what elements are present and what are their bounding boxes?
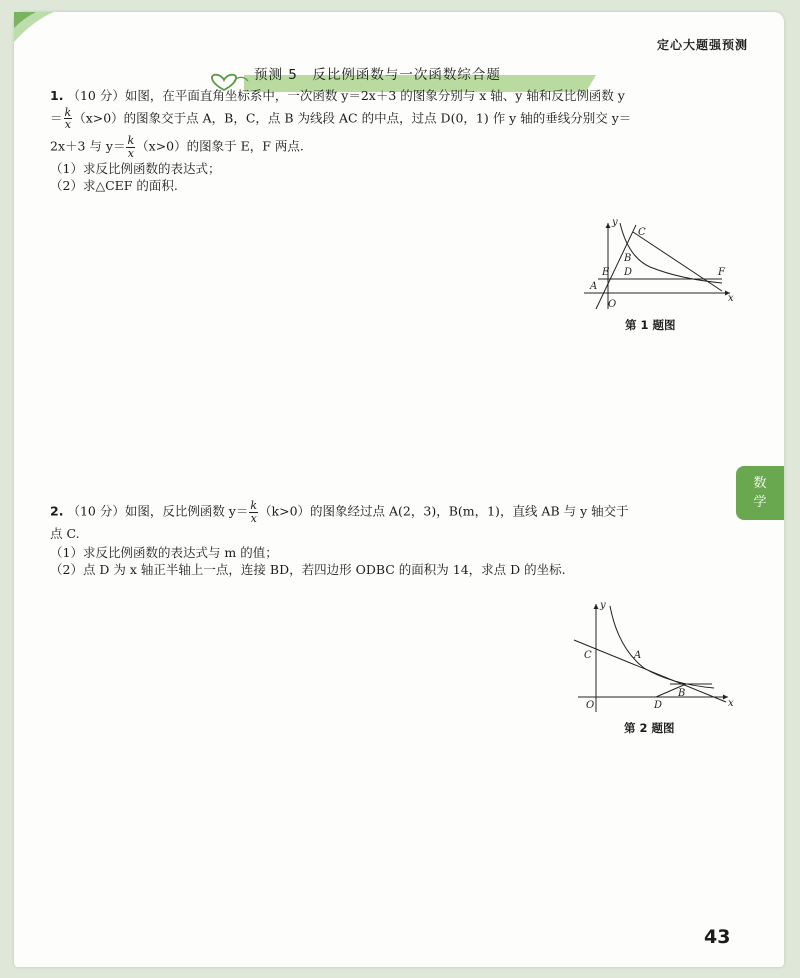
question-2-line1-pre: （10 分）如图，反比例函数 y＝ (67, 503, 249, 519)
fig1-label-B: B (624, 253, 632, 264)
subject-tab-char-1: 数 (753, 476, 767, 491)
fig1-label-F: F (718, 267, 725, 278)
series-title: 定心大题强预测 (656, 38, 748, 52)
fig1-label-x: x (728, 293, 734, 304)
fig2-label-C: C (584, 650, 592, 661)
question-1-line3: （x>0）的图象于 E，F 两点. (136, 138, 304, 154)
fig1-label-D: D (624, 267, 633, 278)
fig1-label-A: A (590, 281, 598, 292)
question-1-number: 1. (50, 88, 64, 103)
question-1-sub2: （2）求△CEF 的面积. (50, 177, 178, 193)
fig1-label-y: y (612, 217, 618, 228)
section-title: 预测 5 反比例函数与一次函数综合题 (254, 67, 501, 83)
subject-tab[interactable] (736, 466, 784, 520)
leaf-decoration-icon (14, 12, 74, 52)
fig2-label-A: A (634, 650, 642, 661)
fig1-label-E: E (602, 267, 610, 278)
textbook-page (14, 12, 784, 967)
fig2-label-D: D (654, 700, 663, 711)
question-1-line2: （x>0）的图象交于点 A，B，C，点 B 为线段 AC 的中点，过点 D(0，1) 作 y 轴的垂线分别交 y＝ (73, 110, 632, 126)
question-1-line1: （10 分）如图，在平面直角坐标系中，一次函数 y＝2x＋3 的图象分别与 x 轴、y 轴和反比例函数 y (67, 88, 625, 103)
question-1 (50, 88, 770, 195)
question-2-line1: （k>0）的图象经过点 A(2，3)，B(m，1)，直线 AB 与 y 轴交于 (259, 503, 629, 519)
fig2-label-x: x (728, 698, 734, 709)
question-2 (50, 500, 770, 579)
page-number: 43 (704, 926, 731, 948)
fig2-label-y: y (600, 600, 606, 611)
fraction-k-over-x: $\frac{k}{x}$ (127, 133, 135, 160)
figure-1-caption: 第 1 题图 (625, 318, 676, 332)
question-2-number: 2. (50, 503, 64, 519)
question-2-sub1: （1）求反比例函数的表达式与 m 的值； (50, 544, 278, 560)
fraction-k-over-x: $\frac{k}{x}$ (64, 105, 72, 132)
figure-2-caption: 第 2 题图 (624, 721, 675, 735)
fig1-label-O: O (608, 299, 617, 310)
question-2-line2: 点 C. (50, 526, 80, 542)
figure-2 (570, 596, 740, 716)
question-1-line3-pre: 2x＋3 与 y＝ (50, 138, 126, 154)
figure-1 (580, 217, 740, 312)
question-2-sub2: （2）点 D 为 x 轴正半轴上一点，连接 BD，若四边形 ODBC 的面积为 14，求点 D 的坐标. (50, 561, 566, 577)
fig2-label-O: O (586, 700, 595, 711)
fraction-k-over-x: $\frac{k}{x}$ (250, 499, 258, 525)
fig2-label-B: B (678, 688, 686, 699)
question-1-sub1: （1）求反比例函数的表达式； (50, 161, 221, 177)
subject-tab-char-2: 学 (753, 495, 767, 510)
question-1-eq-sign: ＝ (50, 110, 63, 126)
fig1-label-C: C (638, 227, 646, 238)
